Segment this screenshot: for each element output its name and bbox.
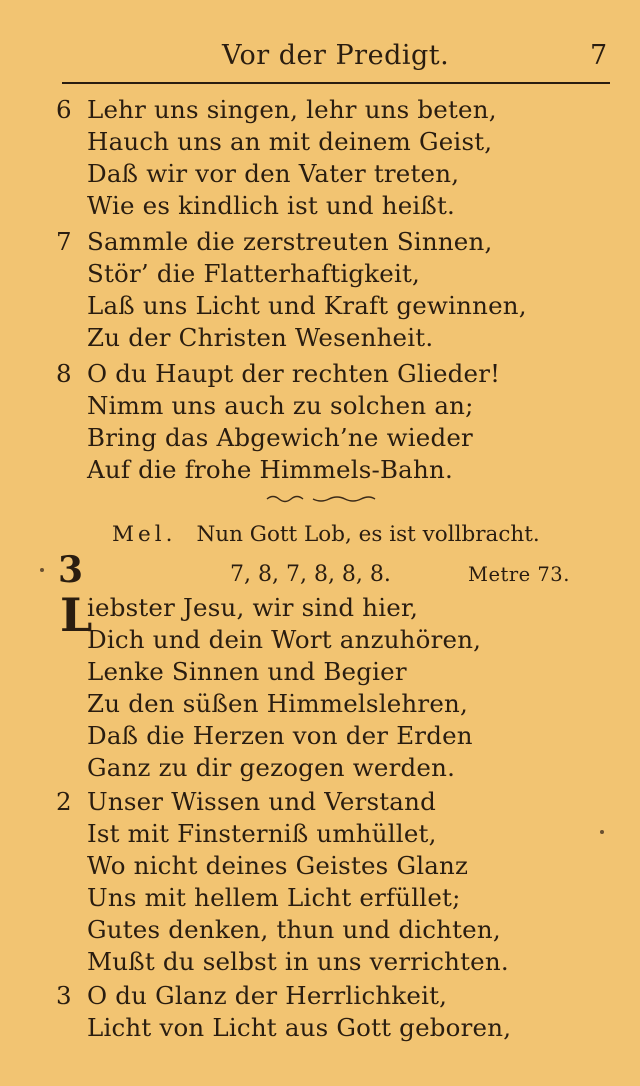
verse-line: Hauch uns an mit deinem Geist, xyxy=(87,127,493,156)
verse-number: 3 xyxy=(56,981,72,1010)
hymn-number: 3 xyxy=(58,549,84,591)
verse-line: Wie es kindlich ist und heißt. xyxy=(87,191,456,220)
verse-line: Ist mit Finsterniß umhüllet, xyxy=(87,819,437,848)
verse-line: Nimm uns auch zu solchen an; xyxy=(87,391,474,420)
verse-line: 7 Sammle die zerstreuten Sinnen, xyxy=(56,227,493,256)
header-rule xyxy=(62,82,610,84)
verse-line: Ganz zu dir gezogen werden. xyxy=(87,753,456,782)
paper-speck xyxy=(40,568,44,572)
verse-line: 3 O du Glanz der Herrlichkeit, xyxy=(56,981,448,1010)
hymn3-verse-2 xyxy=(56,786,616,978)
verse-line: 6 Lehr uns singen, lehr uns beten, xyxy=(56,95,497,124)
melody-label: Mel. xyxy=(112,522,177,547)
verse-line: Licht von Licht aus Gott geboren, xyxy=(87,1013,512,1042)
melody-name: Nun Gott Lob, es ist vollbracht. xyxy=(196,522,540,547)
verse-number: 6 xyxy=(56,95,72,124)
verse-number: 8 xyxy=(56,359,72,388)
verse-line: Gutes denken, thun und dichten, xyxy=(87,915,501,944)
verse-line: Wo nicht deines Geistes Glanz xyxy=(87,851,469,880)
verse-7 xyxy=(56,226,616,354)
paper-speck xyxy=(600,830,604,834)
verse-line: iebster Jesu, wir sind hier, xyxy=(87,593,419,622)
verse-line: Bring das Abgewich’ne wieder xyxy=(87,423,473,452)
page-number: 7 xyxy=(590,40,608,71)
verse-line: Auf die frohe Himmels-Bahn. xyxy=(87,455,453,484)
verse-8 xyxy=(56,358,616,486)
verse-line: 8 O du Haupt der rechten Glieder! xyxy=(56,359,501,388)
metre-reference: Metre 73. xyxy=(468,563,570,586)
verse-line: Lenke Sinnen und Begier xyxy=(87,657,407,686)
hymn3-verse-3 xyxy=(56,980,616,1044)
verse-line: Laß uns Licht und Kraft gewinnen, xyxy=(87,291,527,320)
verse-6 xyxy=(56,94,616,222)
hymn3-verse-1 xyxy=(56,588,616,784)
verse-line: Mußt du selbst in uns verrichten. xyxy=(87,947,509,976)
verse-number: 2 xyxy=(56,787,72,816)
section-title: Vor der Predigt. xyxy=(222,40,450,71)
verse-line: Stör’ die Flatterhaftigkeit, xyxy=(87,259,421,288)
syllable-meter: 7, 8, 7, 8, 8, 8. xyxy=(230,562,391,587)
verse-line: Daß die Herzen von der Erden xyxy=(87,721,473,750)
verse-line: Dich und dein Wort anzuhören, xyxy=(87,625,482,654)
verse-line: Zu den süßen Himmelslehren, xyxy=(87,689,468,718)
verse-line: Zu der Christen Wesenheit. xyxy=(87,323,434,352)
verse-line: Uns mit hellem Licht erfüllet; xyxy=(87,883,461,912)
verse-line: Daß wir vor den Vater treten, xyxy=(87,159,460,188)
verse-line: 2 Unser Wissen und Verstand xyxy=(56,787,436,816)
running-header xyxy=(0,40,640,80)
ornament-divider xyxy=(265,492,377,506)
drop-cap: L xyxy=(60,588,93,642)
verse-number: 7 xyxy=(56,227,72,256)
melody-line xyxy=(112,522,540,547)
